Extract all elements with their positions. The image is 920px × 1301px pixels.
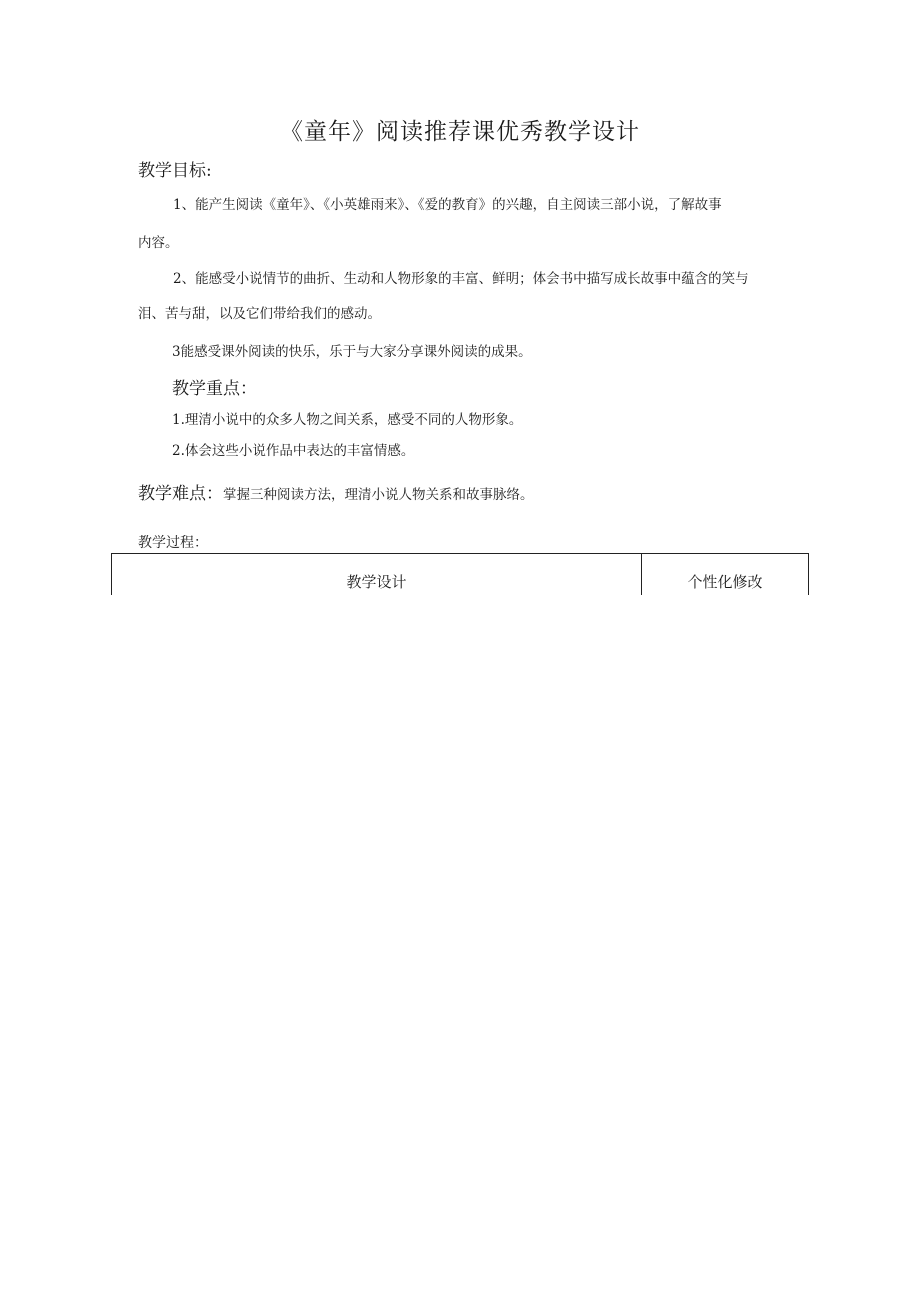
goal-item-1-line-2: 内容。	[138, 235, 179, 251]
header-teaching-design: 教学设计	[112, 554, 642, 596]
goals-heading: 教学目标:	[138, 161, 212, 181]
process-table	[111, 553, 809, 595]
goal-item-1-line-1: 1、能产生阅读《童年》、《小英雄雨来》、《爱的教育》的兴趣，自主阅读三部小说，了解故事	[173, 197, 722, 213]
difficulty-section	[138, 479, 534, 504]
key-points-heading: 教学重点：	[172, 379, 257, 399]
key-point-item-1: 1.理清小说中的众多人物之间关系，感受不同的人物形象。	[172, 412, 523, 428]
difficulty-label: 教学难点：	[138, 484, 223, 504]
goal-item-3: 3能感受课外阅读的快乐，乐于与大家分享课外阅读的成果。	[172, 344, 532, 360]
table-header-row	[112, 554, 809, 596]
document-title: 《童年》阅读推荐课优秀教学设计	[280, 119, 640, 145]
goal-item-2-line-1: 2、能感受小说情节的曲折、生动和人物形象的丰富、鲜明；体会书中描写成长故事中蕴含的笑与	[173, 271, 749, 287]
header-personalized-edit: 个性化修改	[642, 554, 809, 596]
process-heading: 教学过程：	[138, 535, 208, 551]
goal-item-2-line-2: 泪、苦与甜，以及它们带给我们的感动。	[138, 306, 381, 322]
difficulty-text: 掌握三种阅读方法，理清小说人物关系和故事脉络。	[223, 487, 534, 503]
key-point-item-2: 2.体会这些小说作品中表达的丰富情感。	[172, 443, 415, 459]
